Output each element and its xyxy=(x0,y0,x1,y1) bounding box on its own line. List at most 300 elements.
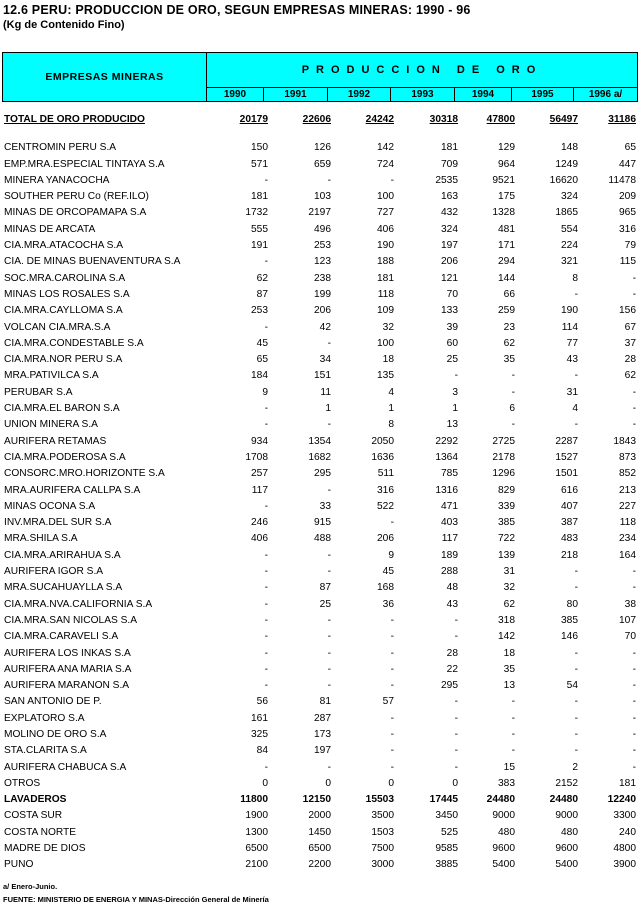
cell-value: 18 xyxy=(503,647,515,659)
cell-value: 56 xyxy=(256,696,268,708)
table-row xyxy=(0,385,641,401)
cell-value: - xyxy=(511,370,515,382)
cell-value: - xyxy=(574,288,578,300)
cell-value: - xyxy=(327,174,331,186)
row-label: AURIFERA LOS INKAS S.A xyxy=(4,647,131,659)
cell-value: 3 xyxy=(452,386,458,398)
cell-value: 213 xyxy=(619,484,636,496)
cell-value: 316 xyxy=(619,223,636,235)
row-label: SOC.MRA.CAROLINA S.A xyxy=(4,272,126,284)
cell-value: 163 xyxy=(441,191,458,203)
cell-value: - xyxy=(632,745,636,757)
cell-value: 616 xyxy=(561,484,578,496)
cell-value: 24480 xyxy=(549,794,578,806)
cell-value: - xyxy=(327,484,331,496)
cell-value: 406 xyxy=(377,223,394,235)
cell-value: - xyxy=(390,647,394,659)
cell-value: - xyxy=(454,745,458,757)
cell-value: - xyxy=(327,663,331,675)
cell-value: - xyxy=(264,582,268,594)
total-row xyxy=(0,112,641,128)
table-row xyxy=(0,157,641,173)
cell-value: 224 xyxy=(561,240,578,252)
cell-value: 234 xyxy=(619,533,636,545)
cell-value: 1316 xyxy=(435,484,458,496)
cell-value: 1503 xyxy=(371,826,394,838)
table-row xyxy=(0,531,641,547)
table-row xyxy=(0,205,641,221)
table-row xyxy=(0,841,641,857)
cell-value: - xyxy=(511,712,515,724)
cell-value: 18 xyxy=(382,354,394,366)
header-year-5: 1995 xyxy=(512,88,574,101)
table-row xyxy=(0,222,641,238)
source-note: FUENTE: MINISTERIO DE ENERGIA Y MINAS-Dirección General de Minería xyxy=(3,895,269,904)
table-title: 12.6 PERU: PRODUCCION DE ORO, SEGUN EMPRESAS MINERAS: 1990 - 96 xyxy=(3,3,471,17)
row-label: CIA. DE MINAS BUENAVENTURA S.A xyxy=(4,256,181,268)
cell-value: 218 xyxy=(561,549,578,561)
cell-value: 117 xyxy=(441,533,458,545)
cell-value: 43 xyxy=(566,354,578,366)
cell-value: 2535 xyxy=(435,174,458,186)
cell-value: - xyxy=(632,582,636,594)
cell-value: - xyxy=(511,745,515,757)
cell-value: 15 xyxy=(503,761,515,773)
cell-value: - xyxy=(632,288,636,300)
cell-value: 2100 xyxy=(245,859,268,871)
header-years xyxy=(207,88,637,101)
row-label: TOTAL DE ORO PRODUCIDO xyxy=(4,114,145,125)
cell-value: 525 xyxy=(441,826,458,838)
cell-value: 197 xyxy=(441,240,458,252)
cell-value: - xyxy=(574,728,578,740)
cell-value: 62 xyxy=(503,337,515,349)
cell-value: 4 xyxy=(388,386,394,398)
table-row xyxy=(0,825,641,841)
cell-value: - xyxy=(390,728,394,740)
row-label: MINERA YANACOCHA xyxy=(4,174,110,186)
cell-value: 184 xyxy=(251,370,268,382)
cell-value: 488 xyxy=(314,533,331,545)
cell-value: 109 xyxy=(377,305,394,317)
cell-value: 62 xyxy=(503,598,515,610)
cell-value: 9585 xyxy=(435,843,458,855)
cell-value: - xyxy=(264,566,268,578)
cell-value: 148 xyxy=(561,142,578,154)
cell-value: 238 xyxy=(314,272,331,284)
cell-value: - xyxy=(264,631,268,643)
cell-value: 316 xyxy=(377,484,394,496)
cell-value: - xyxy=(632,663,636,675)
cell-value: - xyxy=(632,566,636,578)
cell-value: - xyxy=(264,761,268,773)
cell-value: 3885 xyxy=(435,859,458,871)
row-label: MINAS DE ARCATA xyxy=(4,223,96,235)
table-row xyxy=(0,857,641,873)
cell-value: 287 xyxy=(314,712,331,724)
cell-value: 0 xyxy=(388,777,394,789)
row-label: AURIFERA CHABUCA S.A xyxy=(4,761,127,773)
cell-value: 571 xyxy=(251,158,268,170)
cell-value: 2152 xyxy=(555,777,578,789)
cell-value: 25 xyxy=(446,354,458,366)
cell-value: 383 xyxy=(498,777,515,789)
cell-value: - xyxy=(632,728,636,740)
cell-value: 481 xyxy=(498,223,515,235)
row-label: PERUBAR S.A xyxy=(4,386,73,398)
row-label: MRA.AURIFERA CALLPA S.A xyxy=(4,484,141,496)
cell-value: 496 xyxy=(314,223,331,235)
cell-value: 2050 xyxy=(371,435,394,447)
row-label: CIA.MRA.PODEROSA S.A xyxy=(4,451,126,463)
table-row xyxy=(0,743,641,759)
cell-value: 3900 xyxy=(613,859,636,871)
cell-value: 325 xyxy=(251,728,268,740)
cell-value: 1296 xyxy=(492,468,515,480)
cell-value: 28 xyxy=(624,354,636,366)
cell-value: 0 xyxy=(262,777,268,789)
cell-value: 16620 xyxy=(549,174,578,186)
cell-value: 133 xyxy=(441,305,458,317)
cell-value: 100 xyxy=(377,337,394,349)
table-row xyxy=(0,662,641,678)
cell-value: 100 xyxy=(377,191,394,203)
table-subtitle: (Kg de Contenido Fino) xyxy=(3,19,125,31)
cell-value: 181 xyxy=(619,777,636,789)
cell-value: 785 xyxy=(441,468,458,480)
table-row xyxy=(0,287,641,303)
row-label: MRA.PATIVILCA S.A xyxy=(4,370,99,382)
cell-value: 164 xyxy=(619,549,636,561)
row-label: PUNO xyxy=(4,859,34,871)
cell-value: 852 xyxy=(619,468,636,480)
cell-value: 659 xyxy=(314,158,331,170)
cell-value: 1865 xyxy=(555,207,578,219)
cell-value: 70 xyxy=(624,631,636,643)
cell-value: 288 xyxy=(441,566,458,578)
cell-value: 56497 xyxy=(549,114,578,125)
cell-value: 25 xyxy=(319,598,331,610)
row-label: MINAS OCONA S.A xyxy=(4,500,96,512)
cell-value: 197 xyxy=(314,745,331,757)
row-label: CIA.MRA.ATACOCHA S.A xyxy=(4,240,124,252)
table-row xyxy=(0,254,641,270)
cell-value: 11478 xyxy=(608,174,636,186)
cell-value: - xyxy=(574,566,578,578)
cell-value: - xyxy=(264,647,268,659)
cell-value: - xyxy=(390,663,394,675)
cell-value: 1 xyxy=(388,403,394,415)
cell-value: 199 xyxy=(314,288,331,300)
header-year-3: 1993 xyxy=(391,88,455,101)
cell-value: 22 xyxy=(446,663,458,675)
cell-value: - xyxy=(264,598,268,610)
cell-value: 77 xyxy=(566,337,578,349)
cell-value: 324 xyxy=(561,191,578,203)
cell-value: 5400 xyxy=(492,859,515,871)
cell-value: 39 xyxy=(446,321,458,333)
cell-value: - xyxy=(574,712,578,724)
cell-value: 9 xyxy=(388,549,394,561)
table-row xyxy=(0,466,641,482)
cell-value: 829 xyxy=(498,484,515,496)
cell-value: 227 xyxy=(619,500,636,512)
cell-value: 1354 xyxy=(308,435,331,447)
row-label: LAVADEROS xyxy=(4,794,67,806)
cell-value: - xyxy=(390,614,394,626)
cell-value: 2 xyxy=(572,761,578,773)
cell-value: 385 xyxy=(498,517,515,529)
cell-value: 168 xyxy=(377,582,394,594)
cell-value: 447 xyxy=(619,158,636,170)
cell-value: 9600 xyxy=(492,843,515,855)
table-row xyxy=(0,792,641,808)
cell-value: 36 xyxy=(382,598,394,610)
cell-value: - xyxy=(264,500,268,512)
cell-value: 554 xyxy=(561,223,578,235)
cell-value: 118 xyxy=(619,517,636,529)
cell-value: 471 xyxy=(441,500,458,512)
cell-value: 11 xyxy=(320,386,331,398)
row-label: EMP.MRA.ESPECIAL TINTAYA S.A xyxy=(4,158,165,170)
cell-value: - xyxy=(454,761,458,773)
cell-value: 151 xyxy=(314,370,331,382)
cell-value: - xyxy=(264,256,268,268)
cell-value: 240 xyxy=(619,826,636,838)
cell-value: 31 xyxy=(566,386,578,398)
cell-value: 9000 xyxy=(555,810,578,822)
cell-value: 1300 xyxy=(245,826,268,838)
cell-value: 206 xyxy=(441,256,458,268)
cell-value: - xyxy=(574,745,578,757)
cell-value: - xyxy=(511,696,515,708)
cell-value: 87 xyxy=(319,582,331,594)
cell-value: - xyxy=(327,419,331,431)
cell-value: - xyxy=(264,549,268,561)
cell-value: - xyxy=(454,728,458,740)
cell-value: 257 xyxy=(251,468,268,480)
cell-value: 1 xyxy=(325,403,331,415)
cell-value: 9600 xyxy=(555,843,578,855)
cell-value: - xyxy=(390,712,394,724)
cell-value: 480 xyxy=(498,826,515,838)
cell-value: - xyxy=(574,370,578,382)
cell-value: 31186 xyxy=(608,114,636,125)
cell-value: 9521 xyxy=(492,174,515,186)
cell-value: 62 xyxy=(624,370,636,382)
cell-value: 37 xyxy=(624,337,636,349)
row-label: SAN ANTONIO DE P. xyxy=(4,696,102,708)
cell-value: 555 xyxy=(251,223,268,235)
cell-value: 33 xyxy=(319,500,331,512)
row-label: VOLCAN CIA.MRA.S.A xyxy=(4,321,111,333)
cell-value: 209 xyxy=(619,191,636,203)
cell-value: 139 xyxy=(498,549,515,561)
cell-value: 873 xyxy=(619,451,636,463)
cell-value: 43 xyxy=(446,598,458,610)
cell-value: - xyxy=(327,680,331,692)
cell-value: 4800 xyxy=(613,843,636,855)
cell-value: 385 xyxy=(561,614,578,626)
cell-value: 181 xyxy=(377,272,394,284)
cell-value: 318 xyxy=(498,614,515,626)
cell-value: 84 xyxy=(256,745,268,757)
cell-value: 188 xyxy=(377,256,394,268)
cell-value: 129 xyxy=(498,142,515,154)
table-row xyxy=(0,352,641,368)
cell-value: - xyxy=(264,403,268,415)
table-row xyxy=(0,189,641,205)
cell-value: 246 xyxy=(251,517,268,529)
row-label: CIA.MRA.NVA.CALIFORNIA S.A xyxy=(4,598,153,610)
cell-value: 65 xyxy=(256,354,268,366)
cell-value: 915 xyxy=(314,517,331,529)
cell-value: 79 xyxy=(624,240,636,252)
cell-value: - xyxy=(632,403,636,415)
cell-value: 12240 xyxy=(607,794,636,806)
table-row xyxy=(0,401,641,417)
cell-value: 45 xyxy=(382,566,394,578)
row-label: MRA.SHILA S.A xyxy=(4,533,78,545)
cell-value: 181 xyxy=(441,142,458,154)
table-row xyxy=(0,760,641,776)
cell-value: 2725 xyxy=(492,435,515,447)
cell-value: 107 xyxy=(619,614,636,626)
cell-value: 146 xyxy=(561,631,578,643)
cell-value: 190 xyxy=(561,305,578,317)
cell-value: - xyxy=(264,614,268,626)
table-row xyxy=(0,694,641,710)
cell-value: 965 xyxy=(619,207,636,219)
cell-value: - xyxy=(327,647,331,659)
cell-value: 934 xyxy=(251,435,268,447)
cell-value: 1682 xyxy=(308,451,331,463)
cell-value: - xyxy=(632,761,636,773)
cell-value: 8 xyxy=(572,272,578,284)
cell-value: 1450 xyxy=(308,826,331,838)
cell-value: 24480 xyxy=(486,794,515,806)
table-row xyxy=(0,417,641,433)
row-label: CIA.MRA.EL BARON S.A xyxy=(4,403,120,415)
row-label: AURIFERA IGOR S.A xyxy=(4,566,104,578)
table-row xyxy=(0,597,641,613)
cell-value: 142 xyxy=(498,631,515,643)
cell-value: 0 xyxy=(325,777,331,789)
cell-value: 45 xyxy=(256,337,268,349)
cell-value: - xyxy=(574,582,578,594)
cell-value: - xyxy=(454,370,458,382)
cell-value: - xyxy=(327,761,331,773)
cell-value: 117 xyxy=(251,484,268,496)
cell-value: 34 xyxy=(319,354,331,366)
cell-value: - xyxy=(511,728,515,740)
table-row xyxy=(0,515,641,531)
cell-value: 3300 xyxy=(613,810,636,822)
cell-value: 126 xyxy=(314,142,331,154)
cell-value: 727 xyxy=(377,207,394,219)
cell-value: 23 xyxy=(503,321,515,333)
cell-value: - xyxy=(264,174,268,186)
cell-value: 11800 xyxy=(240,794,268,806)
cell-value: 47800 xyxy=(486,114,515,125)
cell-value: 156 xyxy=(619,305,636,317)
cell-value: - xyxy=(632,647,636,659)
header-year-0: 1990 xyxy=(207,88,264,101)
cell-value: 1328 xyxy=(492,207,515,219)
cell-value: 13 xyxy=(503,680,515,692)
cell-value: - xyxy=(390,680,394,692)
cell-value: - xyxy=(632,386,636,398)
cell-value: 103 xyxy=(314,191,331,203)
cell-value: 1843 xyxy=(613,435,636,447)
cell-value: 2000 xyxy=(308,810,331,822)
cell-value: 3450 xyxy=(435,810,458,822)
cell-value: 339 xyxy=(498,500,515,512)
cell-value: 161 xyxy=(251,712,268,724)
cell-value: 30318 xyxy=(429,114,458,125)
table-row xyxy=(0,238,641,254)
cell-value: 67 xyxy=(624,321,636,333)
cell-value: 15503 xyxy=(365,794,394,806)
cell-value: 259 xyxy=(498,305,515,317)
cell-value: 190 xyxy=(377,240,394,252)
cell-value: 24242 xyxy=(365,114,394,125)
row-label: OTROS xyxy=(4,777,41,789)
cell-value: 206 xyxy=(314,305,331,317)
cell-value: - xyxy=(390,174,394,186)
cell-value: 2197 xyxy=(308,207,331,219)
cell-value: 62 xyxy=(256,272,268,284)
cell-value: 54 xyxy=(566,680,578,692)
cell-value: 9 xyxy=(262,386,268,398)
cell-value: 12150 xyxy=(302,794,331,806)
cell-value: - xyxy=(454,614,458,626)
cell-value: 70 xyxy=(446,288,458,300)
cell-value: 60 xyxy=(446,337,458,349)
table-row xyxy=(0,483,641,499)
header-produccion: PRODUCCION DE ORO xyxy=(207,53,637,88)
cell-value: - xyxy=(327,631,331,643)
cell-value: 65 xyxy=(624,142,636,154)
row-label: SOUTHER PERU Co (REF.ILO) xyxy=(4,191,149,203)
cell-value: 32 xyxy=(382,321,394,333)
cell-value: - xyxy=(327,566,331,578)
cell-value: 35 xyxy=(503,354,515,366)
table-header xyxy=(2,52,638,102)
row-label: CENTROMIN PERU S.A xyxy=(4,142,117,154)
cell-value: 1708 xyxy=(245,451,268,463)
cell-value: 511 xyxy=(377,468,394,480)
cell-value: 3000 xyxy=(371,859,394,871)
cell-value: 1249 xyxy=(555,158,578,170)
row-label: MINAS LOS ROSALES S.A xyxy=(4,288,130,300)
cell-value: 295 xyxy=(314,468,331,480)
cell-value: 57 xyxy=(382,696,394,708)
cell-value: 13 xyxy=(446,419,458,431)
cell-value: 9000 xyxy=(492,810,515,822)
cell-value: 724 xyxy=(377,158,394,170)
table-row xyxy=(0,320,641,336)
cell-value: 38 xyxy=(624,598,636,610)
cell-value: 483 xyxy=(561,533,578,545)
cell-value: 175 xyxy=(498,191,515,203)
row-label: CIA.MRA.SAN NICOLAS S.A xyxy=(4,614,138,626)
cell-value: 3500 xyxy=(371,810,394,822)
cell-value: 1900 xyxy=(245,810,268,822)
cell-value: 1364 xyxy=(435,451,458,463)
cell-value: 115 xyxy=(619,256,636,268)
cell-value: 2200 xyxy=(308,859,331,871)
